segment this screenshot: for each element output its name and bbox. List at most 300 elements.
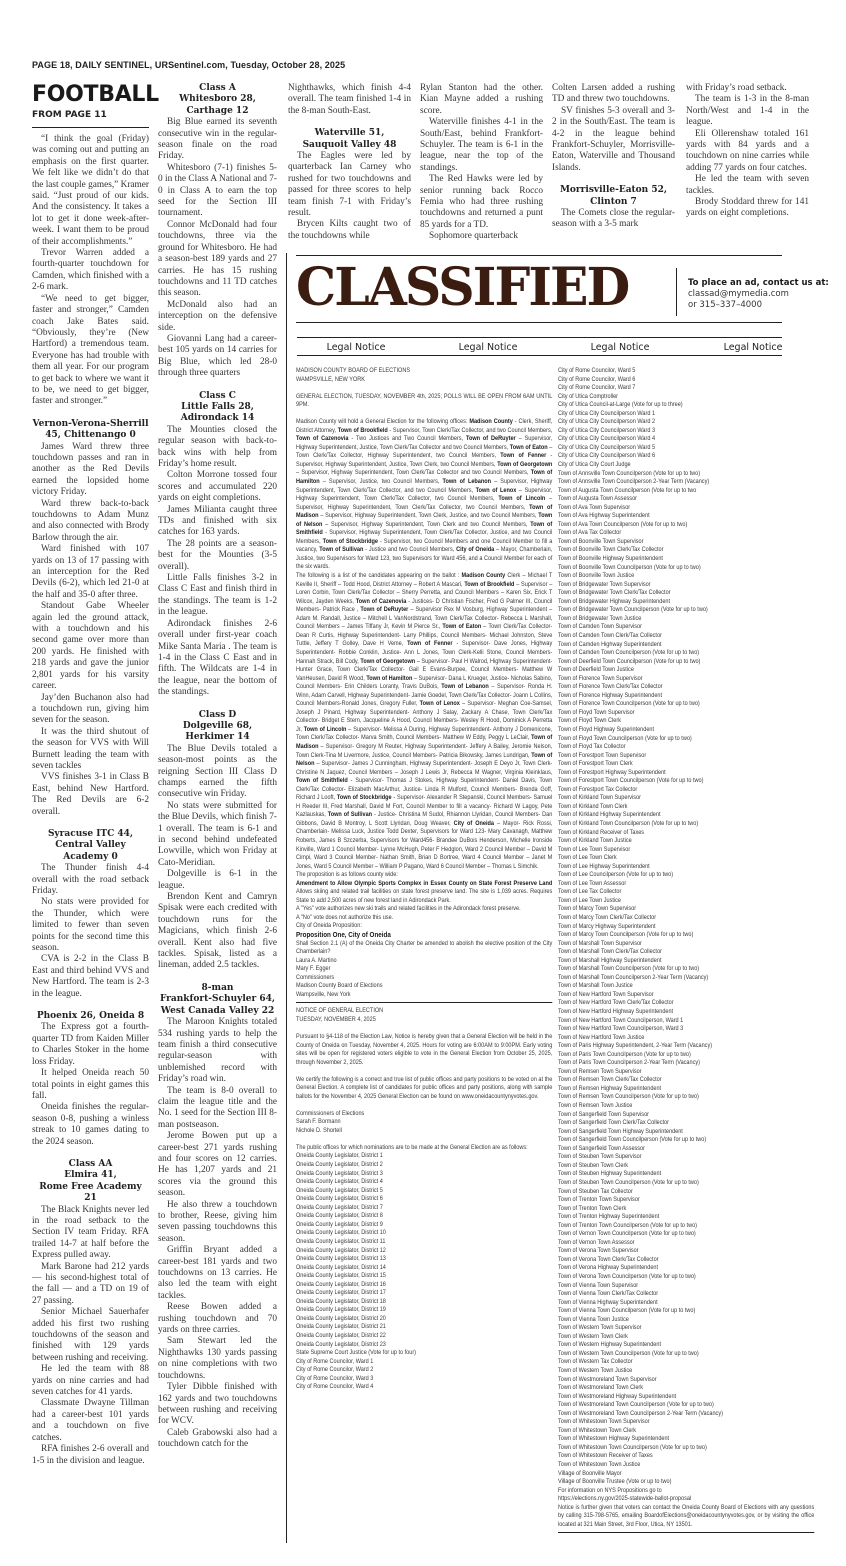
office-list-item: Town of Florence Town Supervisor <box>558 674 643 682</box>
article-paragraph: He led the team with seven tackles. <box>686 174 809 196</box>
office-list-item: Town of Steuben Town Supervisor <box>558 1153 642 1161</box>
office-list-item: Oneida County Legislator, District 11 <box>296 1237 386 1245</box>
article-paragraph: He led the team with 88 yards on nine carries and had seven catches for 41 yards. <box>32 1364 149 1398</box>
office-list-item: Oneida County Legislator, District 4 <box>296 1178 383 1186</box>
office-list-item: Town of Ava Town Supervisor <box>558 503 631 511</box>
office-list-item: Town of Kirkland Town Councilperson (Vote for up to two) <box>558 819 699 827</box>
office-list-item: Town of New Hartford Highway Superintendent <box>558 1008 674 1016</box>
office-list-item: City of Utica City Court Judge <box>558 461 631 469</box>
article-paragraph: Caleb Grabowski also had a touchdown catch for the <box>158 1427 277 1450</box>
article-paragraph: The team is 1-3 in the 8-man North/West and 1-4 in the league. <box>686 94 809 128</box>
office-list-item: Town of Boonville Town Clerk/Tax Collector <box>558 546 664 554</box>
office-list-item: Town of Boonville Town Councilperson (Vote for up to two) <box>558 563 701 571</box>
office-list-item: Town of Camden Town Clerk/Tax Collector <box>558 631 662 639</box>
game-headline: Sauquoit Valley 48 <box>302 139 397 150</box>
office-list-item: Town of Western Town Supervisor <box>558 1324 642 1332</box>
office-list-item: Town of Remsen Town Supervisor <box>558 1067 642 1075</box>
office-list-item: Town of Lee Town Justice <box>558 896 621 904</box>
office-list-item: City of Rome Councilor, Ward 6 <box>558 375 636 383</box>
article-paragraph: It was the third shutout of the season for VVS with Will Burnett leading the team with seven tackles <box>32 726 149 771</box>
certify-text: We certify the following is a correct and true list of public offices and party positions to be voted on at the General Election. A complete list of candidates for public offices and party positions, along with sample ballots for the November 4, 2025 General Election can be found on www.oneidacountynyvotes.gov. <box>296 1075 553 1100</box>
office-list-item: Town of Boonville Highway Superintendent <box>558 555 663 563</box>
office-list-item: Town of Trenton Town Councilperson (Vote for up to two) <box>558 1221 697 1229</box>
office-list-item: Town of Marcy Town Clerk/Tax Collector <box>558 914 657 921</box>
office-list-item: Town of Florence Town Councilperson (Vote for up to two) <box>558 700 700 708</box>
office-list-item: City of Utica City Councilperson Ward 6 <box>558 452 656 460</box>
game-headline: Whitesboro 28, <box>179 94 256 105</box>
office-list-item: Town of Marshall Town Supervisor <box>558 939 642 947</box>
office-list-item: Town of Steuben Tax Collector <box>558 1187 633 1195</box>
office-list-item: Town of Whitestown Town Councilperson (Vote for up to two) <box>558 1443 707 1451</box>
article-paragraph: with Friday’s road setback. <box>686 83 787 93</box>
office-list-item: Town of Paris Town Councilperson (Vote for up to two) <box>558 1050 691 1058</box>
section-rule <box>32 127 149 128</box>
office-list-item: Town of Whitestown Town Supervisor <box>558 1418 650 1426</box>
jump-line: FROM PAGE 11 <box>32 110 107 120</box>
article-paragraph: The Comets close the regular-season with a 3-5 mark <box>552 208 675 230</box>
article-paragraph: The Black Knights never led in the road setback to the Section IV team Friday. RFA trailed 14-7 at half before the Express pulled away. <box>32 1204 149 1261</box>
spacer <box>32 408 149 419</box>
office-list-item: Oneida County Legislator, District 6 <box>296 1195 383 1203</box>
article-paragraph: Brendon Kent and Camryn Spisak were each credited with touchdown runs for the Magicians, which finish 2-6 overall. Kent also had five tackles. Spisak, listed as a lineman, added 2.5 tackles. <box>158 892 277 971</box>
office-list-item: Town of Verona Town Clerk/Tax Collector <box>558 1255 659 1263</box>
office-list-item: Town of Florence Town Clerk/Tax Collector <box>558 683 663 691</box>
section-title: FOOTBALL <box>32 82 159 107</box>
article-paragraph: The Mounties closed the regular season with back-to-back wins with help from Friday’s home result. <box>158 424 277 469</box>
article-paragraph: Big Blue earned its seventh consecutive win in the regular-season finale on the road Friday. <box>158 117 277 162</box>
office-list-item: Town of Marcy Town Supervisor <box>558 905 637 913</box>
notice-body: Pursuant to §4-118 of the Election Law, Notice is hereby given that a General Election will be held in the County of Oneida on Tuesday, November 4, 2025. Hours for voting are 6:00AM to 9:00PM. Early voting sites will be open for registered voters eligible to vote in the General Election from October 25, 2025, through November 2, 2025. <box>296 1032 553 1066</box>
office-list-item: Village of Boonville Trustee (Vote or up to two) <box>558 1478 672 1486</box>
office-list-item: Town of Steuben Town Councilperson (Vote for up to two) <box>558 1178 699 1186</box>
spacer <box>158 972 277 983</box>
office-list-item: Town of Vernon Town Councilperson (Vote for up to two) <box>558 1230 696 1238</box>
office-list-item: Oneida County Legislator, District 14 <box>296 1263 386 1271</box>
office-list-item: Town of Camden Town Councilperson (Vote for up to two) <box>558 649 700 657</box>
office-list-item: Town of Steuben Town Clerk <box>558 1161 629 1169</box>
article-paragraph: Connor McDonald had four touchdowns, three via the ground for Whitesboro. He had a season-best 189 yards and 27 carries. He has 15 rushing touchdowns and 11 TD catches this season. <box>158 219 277 299</box>
office-list-item: Town of Floyd Town Supervisor <box>558 708 635 716</box>
office-list-item: City of Rome Councilor, Ward 4 <box>296 1383 374 1391</box>
contact-block <box>688 278 829 311</box>
office-list-item: City of Utica City Councilperson Ward 1 <box>558 409 656 417</box>
office-list-item: Town of Marshall Highway Superintendent <box>558 956 662 964</box>
article-column-1 <box>32 82 159 1467</box>
game-headline: Class AA <box>68 1158 113 1169</box>
office-list-item: City of Rome Councilor, Ward 5 <box>558 367 636 374</box>
office-list-item: Town of Remsen Town Justice <box>558 1102 633 1110</box>
offices-list-right <box>558 367 814 1504</box>
office-list-item: Town of Augusta Town Councilperson (Vote for up to two <box>558 486 697 494</box>
office-list-item: Town of Forestport Highway Superintendent <box>558 768 666 776</box>
article-paragraph: CVA is 2-2 in the Class B East and third behind VVS and New Hartford. The team is 2-3 in the league. <box>32 954 149 999</box>
office-list-item: Town of Marshall Town Justice <box>558 982 633 990</box>
notice-header-2: TUESDAY, NOVEMBER 4, 2025 <box>296 1015 376 1023</box>
office-list-item: Oneida County Legislator, District 8 <box>296 1212 383 1220</box>
game-headline: Waterville 51, <box>314 128 385 139</box>
article-paragraph: Sam Stewart led the Nighthawks 130 yards passing on nine completions with two touchdowns. <box>158 1336 277 1381</box>
game-headline: Little Falls 28, <box>181 401 254 412</box>
office-list-item: Town of Floyd Town Councilperson (Vote for up to two) <box>558 734 692 742</box>
legal-notice-header-4: Legal Notice <box>723 342 783 353</box>
office-list-item: Village of Boonville Mayor <box>558 1469 622 1477</box>
article-paragraph: Dolgeville is 6-1 in the league. <box>158 869 277 891</box>
oneida-prop-title: Proposition One, City of Oneida <box>296 930 391 939</box>
legal-notice-header-3: Legal Notice <box>590 342 650 353</box>
office-list-item: Town of Verona Town Supervisor <box>558 1247 639 1255</box>
office-list-item: Town of Paris Town Councilperson 2-Year Term (Vacancy) <box>558 1059 700 1067</box>
office-list-item: Town of Marshall Town Clerk/Tax Collector <box>558 948 662 956</box>
spacer <box>32 1000 149 1011</box>
article-paragraph: Nighthawks, which finish 4-4 overall. The team finished 1-4 in the 8-man South-East. <box>288 83 411 116</box>
office-list-item: Town of Boonville Town Supervisor <box>558 537 644 545</box>
office-list-item: Town of Kirkland Town Supervisor <box>558 794 641 802</box>
office-list-item: City of Rome Councilor, Ward 7 <box>558 384 636 392</box>
article-paragraph: The Red Hawks were led by senior running back Rocco Femia who had three rushing touchdowns and returned a punt 85 yards for a TD. <box>420 174 543 230</box>
page-folio: PAGE 18, DAILY SENTINEL, URSentinel.com, Tuesday, October 28, 2025 <box>32 60 346 70</box>
office-list-item: Town of Sangerfield Town Clerk/Tax Collector <box>558 1119 669 1127</box>
classified-top-rule <box>296 255 782 256</box>
commissioners-1: Commissioners of Elections <box>296 1109 365 1117</box>
office-list-item: Town of Vienna Town Supervisor <box>558 1281 639 1289</box>
article-paragraph: Sophomore quarterback <box>429 231 519 242</box>
article-paragraph: Senior Michael Sauerhafer added his first two rushing touchdowns of the season and finished with 129 yards between rushing and receiving. <box>32 1307 149 1363</box>
yes-vote-text: A "Yes" vote authorizes new ski trails and related facilities in the Adirondack forest preserve. <box>296 905 521 913</box>
office-list-item: Town of Western Town Councilperson (Vote for up to two) <box>558 1349 699 1357</box>
office-list-item: Town of Bridgewater Town Clerk/Tax Collector <box>558 589 671 597</box>
office-list-item: Town of Westmoreland Highway Superintendent <box>558 1392 677 1400</box>
spacer <box>158 380 277 391</box>
article-paragraph: “We need to get bigger, faster and stronger,” Camden coach Jake Bates said. “Obviously, they’re (New Hartford) a tremendous team. Everyone has had trouble with them all year. For our program to get back to where we want it to be, we need to get bigger, faster and stronger.” <box>32 293 149 407</box>
oneida-prop-label: City of Oneida Proposition: <box>296 922 362 930</box>
office-list-item: Town of Kirkland Highway Superintendent <box>558 811 661 819</box>
article-paragraph: Standout Gabe Wheeler again led the ground attack, with a touchdown and his second game over more than 200 yards. He finished with 218 yards and gave the junior 2,801 yards for his varsity career. <box>32 601 149 692</box>
office-list-item: Town of Western Town Clerk <box>558 1332 628 1340</box>
article-column-2 <box>158 83 277 1451</box>
office-list-item: Oneida County Legislator, District 1 <box>296 1152 383 1160</box>
office-list-item: Oneida County Legislator, District 9 <box>296 1220 383 1228</box>
office-list-item: Town of Floyd Town Clerk <box>558 717 621 725</box>
office-list-item: City of Rome Councilor, Ward 2 <box>296 1366 374 1374</box>
office-list-item: Town of Western Town Justice <box>558 1366 633 1374</box>
game-headline: Vernon-Verona-Sherrill 45, Chittenango 0 <box>32 418 149 441</box>
article-paragraph: It helped Oneida reach 50 total points in eight games this fall. <box>32 1068 149 1101</box>
office-list-item: City of Utica City Councilperson Ward 2 <box>558 418 656 426</box>
office-list-item: Town of Lee Tax Collector <box>558 888 622 896</box>
contact-divider <box>676 268 677 316</box>
closing-rule <box>558 1532 814 1533</box>
signature-1: Laura A. Martino <box>296 956 337 964</box>
article-paragraph: Ward finished with 107 yards on 13 of 17 passing with an interception for the Red Devils (6-2), which led 21-0 at the half and 35-0 after three. <box>32 544 149 600</box>
office-list-item: Town of New Hartford Town Clerk/Tax Collector <box>558 999 674 1007</box>
article-paragraph: Colten Larsen added a rushing TD and threw two touchdowns. <box>552 83 675 105</box>
office-list-item: Town of Forestport Town Supervisor <box>558 751 647 759</box>
contact-email[interactable]: classad@mymedia.com <box>688 289 789 299</box>
office-list-item: Town of Westmoreland Town Councilperson (Vote for up to two) <box>558 1401 714 1409</box>
office-list-item: Oneida County Legislator, District 22 <box>296 1331 386 1339</box>
office-list-item: https://elections.ny.gov/2025-statewide-ballot-proposal <box>558 1495 692 1503</box>
office-list-item: Oneida County Legislator, District 19 <box>296 1306 386 1314</box>
office-list-item: Town of Kirkland Town Clerk <box>558 802 628 810</box>
classified-title: CLASSIFIED <box>296 257 629 318</box>
office-list-item: Town of Westmoreland Town Supervisor <box>558 1375 657 1383</box>
article-paragraph: He also threw a touchdown to brother, Reese, giving him seven passing touchdowns this season. <box>158 1199 277 1244</box>
office-list-item: Town of Lee Town Clerk <box>558 854 617 862</box>
legal-notice-header-2: Legal Notice <box>458 342 518 353</box>
office-list-item: City of Utica Council-at-Large (Vote for up to three) <box>558 401 683 409</box>
office-list-item: Town of Boonville Town Justice <box>558 572 635 580</box>
article-paragraph: Ward threw back-to-back touchdowns to Adam Munz and also connected with Brody Barlow through the air. <box>32 498 149 543</box>
classified-rule-2 <box>297 337 782 338</box>
office-list-item: Town of New Hartford Town Councilperson, Ward 3 <box>558 1025 684 1033</box>
article-paragraph: The Blue Devils totaled a season-most points as the reigning Section III Class D champs earned the fifth consecutive win Friday. <box>158 743 277 800</box>
article-paragraph: Adirondack finishes 2-6 overall under first-year coach Mike Santa Maria . The team is 1-4 in the Class C East and in fifth. The Wildcats are 1-4 in the league, near the bottom of the standings. <box>158 618 277 698</box>
office-list-item: Town of Whitestown Town Clerk <box>558 1426 637 1434</box>
office-list-item: Town of Whitestown Town Justice <box>558 1461 641 1468</box>
article-column-4 <box>420 83 543 243</box>
office-list-item: Town of Vienna Highway Superintendent <box>558 1298 658 1306</box>
article-paragraph: Brody Stoddard threw for 141 yards on eight completions. <box>686 197 809 219</box>
article-paragraph: Classmate Dwayne Tillman had a career-best 101 yards and a touchdown on five catches. <box>32 1398 149 1443</box>
madison-offices: Madison County will hold a General Election for the following offices: Madison County - Clerk, Sheriff, District Attorney, Town of Brookfield - Supervisor, Town Clerk/Tax Collector, and two Council Members, Town of Cazenovia - Two Justices and Two Council Members, Town of DeRuyter – Supervisor, Highway Superintendent, Justice, Town Clerk/Tax Collector and two Council Members, Town of Eaton – Town Clerk/Tax Collector, Highway Superintendent, two Council Members, Town of Fenner - Supervisor, Highway Superintendent, Justice, Town Clerk, two Council Members, Town of Georgetown – Supervisor, Highway Superintendent, Town Clerk/Tax Collector and two Council Members, Town of Hamilton – Supervisor, Justice, two Council Members, Town of Lebanon – Supervisor, Highway Superintendent, Town Clerk/Tax Collector, and two Council Members, Town of Lenox – Supervisor, Highway Superintendent, Town Clerk/Tax Collector, two Council Members, Town of Lincoln – Supervisor, Highway Superintendent, Town Clerk/Tax Collector, two Council Members, Town of Madison – Supervisor, Highway Superintendent, Town Clerk, Justice, and two Council Members, Town of Nelson – Supervisor, Highway Superintendent, Town Clerk and two Council Members, Town of Smithfield - Supervisor, Highway Superintendent, Town Clerk/Tax Collector, Justice, and two Council Members, Town of Stockbridge - Supervisor, two Council Members and one Council Member to fill a vacancy, Town of Sullivan - Justice and two Council Members, City of Oneida – Mayor, Chamberlain, Justice, two Supervisors for Ward 123, two Supervisors for Ward 456, and a Council Member for each of the six wards. <box>296 418 553 571</box>
office-list-item: Town of Vienna Town Justice <box>558 1315 629 1323</box>
madison-candidates: The following is a list of the candidates appearing on the ballot : Madison County Clerk – Michael T Keville II, Sheriff – Todd Hood, District Attorney – Robert A Mascari, Town of Brookfield – Supervisor – Loren Corbin, Town Clerk/Tax Collector – Sherry Perretta, and Council Members – Karen Six, Erick T Wilcox, Jayden Weeks, Town of Cazenovia - Justices- D Christian Fischer, Fred G Palmer III, Council Members- Patrick Race , Town of DeRuyter – Supervisor Rex M Vosburg, Highway Superintendent – Adam M. Randall, Justice – Mitchell L VanNordstrand, Town Clerk/Tax Collector- Rebecca L Marshall, Council Members – James Tiffany Jr, Kevin M Pierce Sr., Town of Eaton – Town Clerk/Tax Collector- Dean R Curtis, Highway Superintendent- Larry Phillips, Council Members- Michael Johnston, Steve Tuttle, Jeffery T Golley, Dave H Veme, Town of Fenner - Supervisor- Dave Jones, Highway Superintendent- Robbie Conklin, Justice- Ann L Jones, Town Clerk-Kelli Stone, Council Members- Hannah Strack, Bill Cody, Town of Georgetown – Supervisor- Paul H Walrod, Highway Superintendent- Hunter Grace, Town Clerk/Tax Collector- Gail E Evans-Burpee, Council Members- Matthew W VanHeusen, David R Wood, Town of Hamilton – Supervisor- Dana L Krueger, Justice- Nicholas Sabino, Council Members- Erin Childers Loranty, Travis DuBois, Town of Lebanon – Supervisor- Ronda H. Winn, Adam Carvell, Highway Superintendent- Jamie Goedel, Town Clerk/Tax Collector- Joann L Collins, Council Members-Ronald Jones, Gregory Fuller, Town of Lenox – Supervisor- Meghan Coe-Samsel, Joseph J Pinard, Highway Superintendent- Anthony J Salay, Zackary A Chase, Town Clerk/Tax Collector- Bridget E Stern, Jacqueline A Hood, Council Members- Wesley R Hood, Dominick A Perretta Jr, Town of Lincoln – Supervisor- Melissa A During, Highway Superintendent- Anthony J Domenicone, Town Clerk/Tax Collector- Marva Smith, Council Members- Matthew W Eddy, Peggy L LeClair, Town of Madison – Supervisor- Gregory M Reuter, Highway Superintendent- Jeffery A Bailey, Jeromie Nelson, Town Clerk-Tina M Livermore, Justice, Council Members- Patricia Bikowsky, James Lundrigan, Town of Nelson – Supervisor- James J Cunningham, Highway Superintendent- Joseph E Deyo Jr, Town Clerk- Christine N Jaquez, Council Members – Joseph J Lewis Jr, Rebecca M Wagner, Virginia Kleinklaus, Town of Smithfield - Supervisor- Thomas J Stokes, Highway Superintendent- Daniel Davis, Town Clerk/Tax Collector- Elizabeth MacArthur, Justice- Linda R Mulford, Council Members- Brenda Goff, Richard J Looft, Town of Stockbridge - Supervisor- Alexander R Stepanski, Council Members- Samuel H Reeder III, Fred Marshall, David M Fort, Council Member to fill a vacancy- Richard W Lagoy, Pete Kazlauskas, Town of Sullivan - Justice- Christina M Sudol, Rhiannon Llyridan, Council Members- Dan Gibbons, David B Montroy, L Scott Llyridan, Doug Weaver, City of Oneida – Mayor- Rick Rossi, Chamberlain- Melissa Luck, Justice Todd Dexter, Supervisors for Ward 123- Mary Cavanagh, Matthew Roberts, James B Szczerba, Supervisors for Ward456- Brandee DuBois Henderson, Michelle Ironside Kinville, Ward 1 Council Member- Lynne McHugh, Peter F Hedglon, Ward 2 Council Member – David M Cimpi, Ward 3 Council Member- Nathan Smith, Brian D Bortree, Ward 4 Council Member – Janet M Jones, Ward 5 Council Member – William P Pagano, Ward 6 Council Member – Thomas L Simchik. <box>296 572 553 870</box>
office-list-item: Oneida County Legislator, District 23 <box>296 1340 386 1348</box>
article-paragraph: Jerome Bowen put up a career-best 271 yards rushing and four scores on 12 carries. He has 1,207 yards and 21 scores via the ground this season. <box>158 1131 277 1199</box>
article-paragraph: Rylan Stanton had the other. Kian Mayne added a rushing score. <box>420 83 543 116</box>
legal-notice-offices-continued <box>558 367 814 1537</box>
game-headline: Class C <box>199 390 236 401</box>
office-list-item: Town of Trenton Town Supervisor <box>558 1196 640 1204</box>
office-list-item: Town of Bridgewater Town Supervisor <box>558 580 651 588</box>
office-list-item: Town of Marcy Highway Superintendent <box>558 922 656 930</box>
office-list-item: Town of Camden Highway Superintendent <box>558 640 662 648</box>
office-list-item: Town of Deerfield Town Councilperson (Vote for up to two) <box>558 657 701 665</box>
office-list-item: City of Utica City Councilperson Ward 5 <box>558 443 656 451</box>
office-list-item: Oneida County Legislator, District 12 <box>296 1246 386 1254</box>
office-list-item: Oneida County Legislator, District 2 <box>296 1161 383 1169</box>
office-list-item: City of Utica City Councilperson Ward 4 <box>558 435 656 443</box>
office-list-item: City of Utica Comptroller <box>558 392 618 400</box>
office-list-item: Town of Lee Highway Superintendent <box>558 862 650 870</box>
office-list-item: Town of Whitestown Highway Superintendent <box>558 1435 670 1443</box>
article-paragraph: Griffin Bryant added a career-best 181 yards and two touchdowns on 13 carries. He also led the team with eight tackles. <box>158 1245 277 1301</box>
office-list-item: Town of Forestport Town Clerk <box>558 760 633 768</box>
article-paragraph: McDonald also had an interception on the defensive side. <box>158 299 277 333</box>
notice-separator <box>296 1002 552 1003</box>
article-paragraph: RFA finishes 2-6 overall and 1-5 in the division and league. <box>32 1444 149 1466</box>
office-list-item: Town of Marcy Town Councilperson (Vote for up to two) <box>558 931 694 939</box>
article-paragraph: Eli Ollerenshaw totaled 161 yards with 84 yards and a touchdown on nine carries while adding 77 yards on four catches. <box>686 128 809 173</box>
office-list-item: Town of Augusta Town Assessor <box>558 495 637 503</box>
article-paragraph: The Eagles were led by quarterback Ian Carney who rushed for two touchdowns and passed for three scores to help team finish 7-1 with Friday’s result. <box>288 151 411 219</box>
signature-2: Mary F. Egger <box>296 965 331 973</box>
office-list-item: Town of Ava Town Councilperson (Vote for up to two) <box>558 520 688 528</box>
office-list-item: Town of Bridgewater Town Justice <box>558 614 642 622</box>
commissioners-3: Nichole D. Shortell <box>296 1126 342 1134</box>
article-paragraph: The Maroon Knights totaled 534 rushing yards to help the team finish a third consecutive regular-season with unblemished record with Friday’s road win. <box>158 1017 277 1085</box>
office-list-item: Oneida County Legislator, District 3 <box>296 1169 383 1177</box>
office-list-item: Town of Annsville Town Councilperson (Vote for up to two) <box>558 469 701 477</box>
article-paragraph: James Milianta caught three TDs and finished with six catches for 163 yards. <box>158 504 277 538</box>
office-list-item: Oneida County Legislator, District 18 <box>296 1297 386 1305</box>
game-headline: Frankfort-Schuyler 64, West Canada Valley 22 <box>159 994 276 1016</box>
game-headline: Morrisville-Eaton 52, <box>559 185 668 196</box>
classified-rule-3 <box>297 355 782 356</box>
office-list-item: Town of Trenton Highway Superintendent <box>558 1213 660 1221</box>
article-paragraph: Trevor Warren added a fourth-quarter touchdown for Camden, which finished with a 2-6 mark. <box>32 248 149 293</box>
notice-header-1: NOTICE OF GENERAL ELECTION <box>296 1007 384 1015</box>
article-paragraph: Whitesboro (7-1) finishes 5-0 in the Class A National and 7-0 in Class A to earn the top seed for the Section III tournament. <box>158 162 277 219</box>
article-column-3 <box>288 83 411 242</box>
office-list-item: Town of Forestport Town Councilperson (Vote for up to two) <box>558 777 704 785</box>
oneida-prop-text: Shall Section 2.1 (A) of the Oneida City Charter be amended to abolish the elective position of the City Chamberlain? <box>296 939 553 956</box>
article-paragraph: Reese Bowen added a rushing touchdown and 70 yards on three carries. <box>158 1302 277 1336</box>
office-list-item: Town of Kirkland Town Justice <box>558 837 632 845</box>
office-list-item: Town of Floyd Highway Superintendent <box>558 725 655 733</box>
office-list-item: Town of Sangerfield Town Supervisor <box>558 1110 649 1118</box>
commissioners-2: Sarah F. Bormann <box>296 1118 341 1126</box>
article-column-5 <box>552 83 675 231</box>
office-list-item: Town of Remsen Town Clerk/Tax Collector <box>558 1076 662 1084</box>
office-list-item: Town of Deerfield Town Justice <box>558 666 634 674</box>
office-list-item: Town of Verona Town Councilperson (Vote for up to two) <box>558 1272 696 1280</box>
office-list-item: Town of Vienna Town Clerk/Tax Collector <box>558 1290 659 1298</box>
office-list-item: Town of Vernon Town Assessor <box>558 1238 635 1246</box>
signature-4: Madison County Board of Elections <box>296 982 383 990</box>
office-list-item: Town of Annsville Town Councilperson 2-Year Term (Vacancy) <box>558 478 710 486</box>
signature-5: Wampsville, New York <box>296 990 351 998</box>
office-list-item: City of Rome Councilor, Ward 1 <box>296 1357 374 1365</box>
game-headline: Clinton 7 <box>590 196 637 207</box>
office-list-item: Town of Lee Town Assessor <box>558 879 627 887</box>
office-list-item: Town of Western Tax Collector <box>558 1358 633 1366</box>
contact-phone: or 315–337–4000 <box>688 300 762 310</box>
proposition-intro: The proposition is as follows county wide: <box>296 871 398 879</box>
game-headline: Adirondack 14 <box>180 413 255 424</box>
office-list-item: Oneida County Legislator, District 16 <box>296 1280 386 1288</box>
office-list-item: Town of Sangerfield Town Councilperson (Vote for up to two) <box>558 1136 707 1144</box>
spacer <box>552 174 675 185</box>
office-list-item: Oneida County Legislator, District 10 <box>296 1229 386 1237</box>
office-list-item: Town of Sangerfield Town Assessor <box>558 1144 645 1152</box>
classified-rule-1 <box>296 322 782 323</box>
office-list-item: Town of Western Highway Superintendent <box>558 1341 661 1349</box>
article-paragraph: The Thunder finish 4-4 overall with the road setback Friday. <box>32 863 149 896</box>
madison-board-line-1: MADISON COUNTY BOARD OF ELECTIONS <box>296 367 411 374</box>
office-list-item: State Supreme Court Justice (Vote for up to four) <box>296 1349 417 1357</box>
office-list-item: City of Rome Councilor, Ward 3 <box>296 1374 374 1382</box>
article-paragraph: The Express got a fourth-quarter TD from Kaiden Miller to Charles Stoker in the home loss Friday. <box>32 1022 149 1067</box>
article-column-6 <box>686 83 809 220</box>
article-paragraph: Waterville finishes 4-1 in the South/East, behind Frankfort-Schuyler. The team is 6-1 in the league, near the top of the standings. <box>420 117 543 173</box>
spacer <box>288 117 411 128</box>
article-paragraph: Tyler Dibble finished with 162 yards and two touchdowns between rushing and receiving for WCV. <box>158 1382 277 1427</box>
game-headline: Class D <box>198 709 237 720</box>
article-paragraph: Mark Barone had 212 yards — his second-highest total of the fall — and a TD on 19 of 27 passing. <box>32 1261 149 1306</box>
office-list-item: Town of Paris Highway Superintendent, 2-Year Term (Vacancy) <box>558 1042 713 1050</box>
office-list-item: Town of Bridgewater Town Councilperson (Vote for up to two) <box>558 606 708 614</box>
office-list-item: Town of Ava Tax Collector <box>558 529 622 537</box>
article-paragraph: The team is 8-0 overall to claim the league title and the No. 1 seed for the Section III 8-man postseason. <box>158 1085 277 1130</box>
article-paragraph: No stats were provided for the Thunder, which were limited to fewer than seven points for the second time this season. <box>32 897 149 954</box>
office-list-item: Town of Verona Highway Superintendent <box>558 1264 659 1272</box>
office-list-item: Town of Bridgewater Highway Superintendent <box>558 597 671 605</box>
spacer <box>32 1148 149 1159</box>
office-list-item: Town of Kirkland Receiver of Taxes <box>558 828 645 836</box>
office-list-item: Oneida County Legislator, District 5 <box>296 1186 383 1194</box>
madison-polls: GENERAL ELECTION, TUESDAY, NOVEMBER 4th, 2025; POLLS WILL BE OPEN FROM 6AM UNTIL 9PM. <box>296 392 553 409</box>
office-list-item: Oneida County Legislator, District 21 <box>296 1323 386 1331</box>
office-list-item: Town of Camden Town Supervisor <box>558 623 642 631</box>
article-paragraph: VVS finishes 3-1 in Class B East, behind New Hartford. The Red Devils are 6-2 overall. <box>32 772 149 817</box>
office-list-item: Town of New Hartford Town Councilperson, Ward 1 <box>558 1016 684 1024</box>
office-list-item: Town of Westmoreland Town Councilperson 2-Year Term (Vacancy) <box>558 1409 723 1417</box>
office-list-item: For information on NYS Propositions go to <box>558 1486 662 1494</box>
no-vote-text: A "No" vote does not authorize this use. <box>296 913 394 921</box>
office-list-item: Town of Whitestown Receiver of Taxes <box>558 1452 653 1460</box>
contact-lead: To place an ad, contact us at: <box>688 278 829 288</box>
article-paragraph: James Ward threw three touchdown passes and ran in another as the Red Devils earned the lopsided home victory Friday. <box>32 441 149 498</box>
office-list-item: Oneida County Legislator, District 15 <box>296 1272 386 1280</box>
office-list-item: Oneida County Legislator, District 13 <box>296 1255 386 1263</box>
game-headline: Syracuse ITC 44, Central Valley Academy 0 <box>47 828 134 862</box>
office-list-item: Town of Westmoreland Town Clerk <box>558 1384 644 1392</box>
office-list-item: Town of Marshall Town Councilperson 2-Year Term (Vacancy) <box>558 973 709 981</box>
game-headline: Carthage 12 <box>186 105 249 116</box>
office-list-item: Town of Marshall Town Councilperson (Vote for up to two) <box>558 965 700 973</box>
office-list-item: Town of Ava Highway Superintendent <box>558 512 650 520</box>
column-divider <box>286 253 287 1543</box>
office-list-item: Town of Floyd Tax Collector <box>558 743 626 751</box>
article-paragraph: Oneida finishes the regular-season 0-8, pushing a winless streak to 10 games dating to the 2024 season. <box>32 1102 149 1147</box>
office-list-item: Town of Remsen Highway Superintendent <box>558 1084 662 1092</box>
game-headline: Phoenix 26, Oneida 8 <box>36 1011 145 1022</box>
office-list-item: Town of New Hartford Town Supervisor <box>558 990 654 998</box>
office-list-item: Town of New Hartford Town Justice <box>558 1033 645 1041</box>
office-list-item: Town of Vienna Town Councilperson (Vote for up to two) <box>558 1307 696 1315</box>
office-list-item: Town of Lee Town Supervisor <box>558 845 631 853</box>
article-paragraph: Colton Morrone tossed four scores and accumulated 220 yards on eight completions. <box>158 470 277 504</box>
article-paragraph: No stats were submitted for the Blue Devils, which finish 7-1 overall. The team is 6-1 and in second behind undefeated Lowville, which won Friday at Cato-Meridian. <box>158 800 277 868</box>
office-list-item: Oneida County Legislator, District 20 <box>296 1314 386 1322</box>
game-headline: Herkimer 14 <box>185 732 250 743</box>
spacer <box>32 818 149 829</box>
game-headline: Dolgeville 68, <box>182 720 253 731</box>
office-list-item: Town of Remsen Town Councilperson (Vote for up to two) <box>558 1093 699 1101</box>
article-paragraph: The 28 points are a season-best for the Mounties (3-5 overall). <box>158 538 277 572</box>
office-list-item: Town of Trenton Town Clerk <box>558 1204 627 1212</box>
amendment-text: Amendment to Allow Olympic Sports Complex in Essex County on State Forest Preserve Land Allows skiing and related trail facilities on state forest preserve land. The site is 1,039 acres. Requires State to add 2,500 acres of new forest land in Adirondack Park. <box>296 879 553 904</box>
article-paragraph: Giovanni Lang had a career-best 105 yards on 14 carries for Big Blue, which led 28-0 through three quarters <box>158 333 277 379</box>
offices-list-left <box>296 1152 552 1391</box>
offices-intro: The public offices for which nominations are to be made at the General Election are as follows: <box>296 1143 528 1151</box>
article-paragraph: Little Falls finishes 3-2 in Class C East and finish third in the standings. The team is 1-2 in the league. <box>158 573 277 618</box>
office-list-item: Town of Steuben Highway Superintendent <box>558 1170 662 1178</box>
office-list-item: Oneida County Legislator, District 17 <box>296 1289 386 1297</box>
office-list-item: Town of Lee Councilperson (Vote for up to two) <box>558 871 674 879</box>
spacer <box>158 699 277 710</box>
legal-notice-madison-oneida <box>296 367 552 1392</box>
madison-board-line-2: WAMPSVILLE, NEW YORK <box>296 375 365 383</box>
office-list-item: Town of Sangerfield Town Highway Superintendent <box>558 1127 683 1135</box>
legal-notice-header-1: Legal Notice <box>326 342 386 353</box>
game-headline: 8-man <box>201 982 234 993</box>
article-paragraph: Brycen Kilts caught two of the touchdowns while <box>288 219 411 241</box>
office-list-item: Town of Forestport Tax Collector <box>558 785 638 793</box>
game-headline: Class A <box>199 83 236 93</box>
closing-notice: Notice is further given that voters can contact the Oneida County Board of Elections with any questions by calling 315-798-5765, emailing BoardofElections@oneidacountynyvotes.gov, or by visiting the office located at 321 Main Street, 3rd Floor, Utica, NY 13501. <box>558 1503 815 1528</box>
